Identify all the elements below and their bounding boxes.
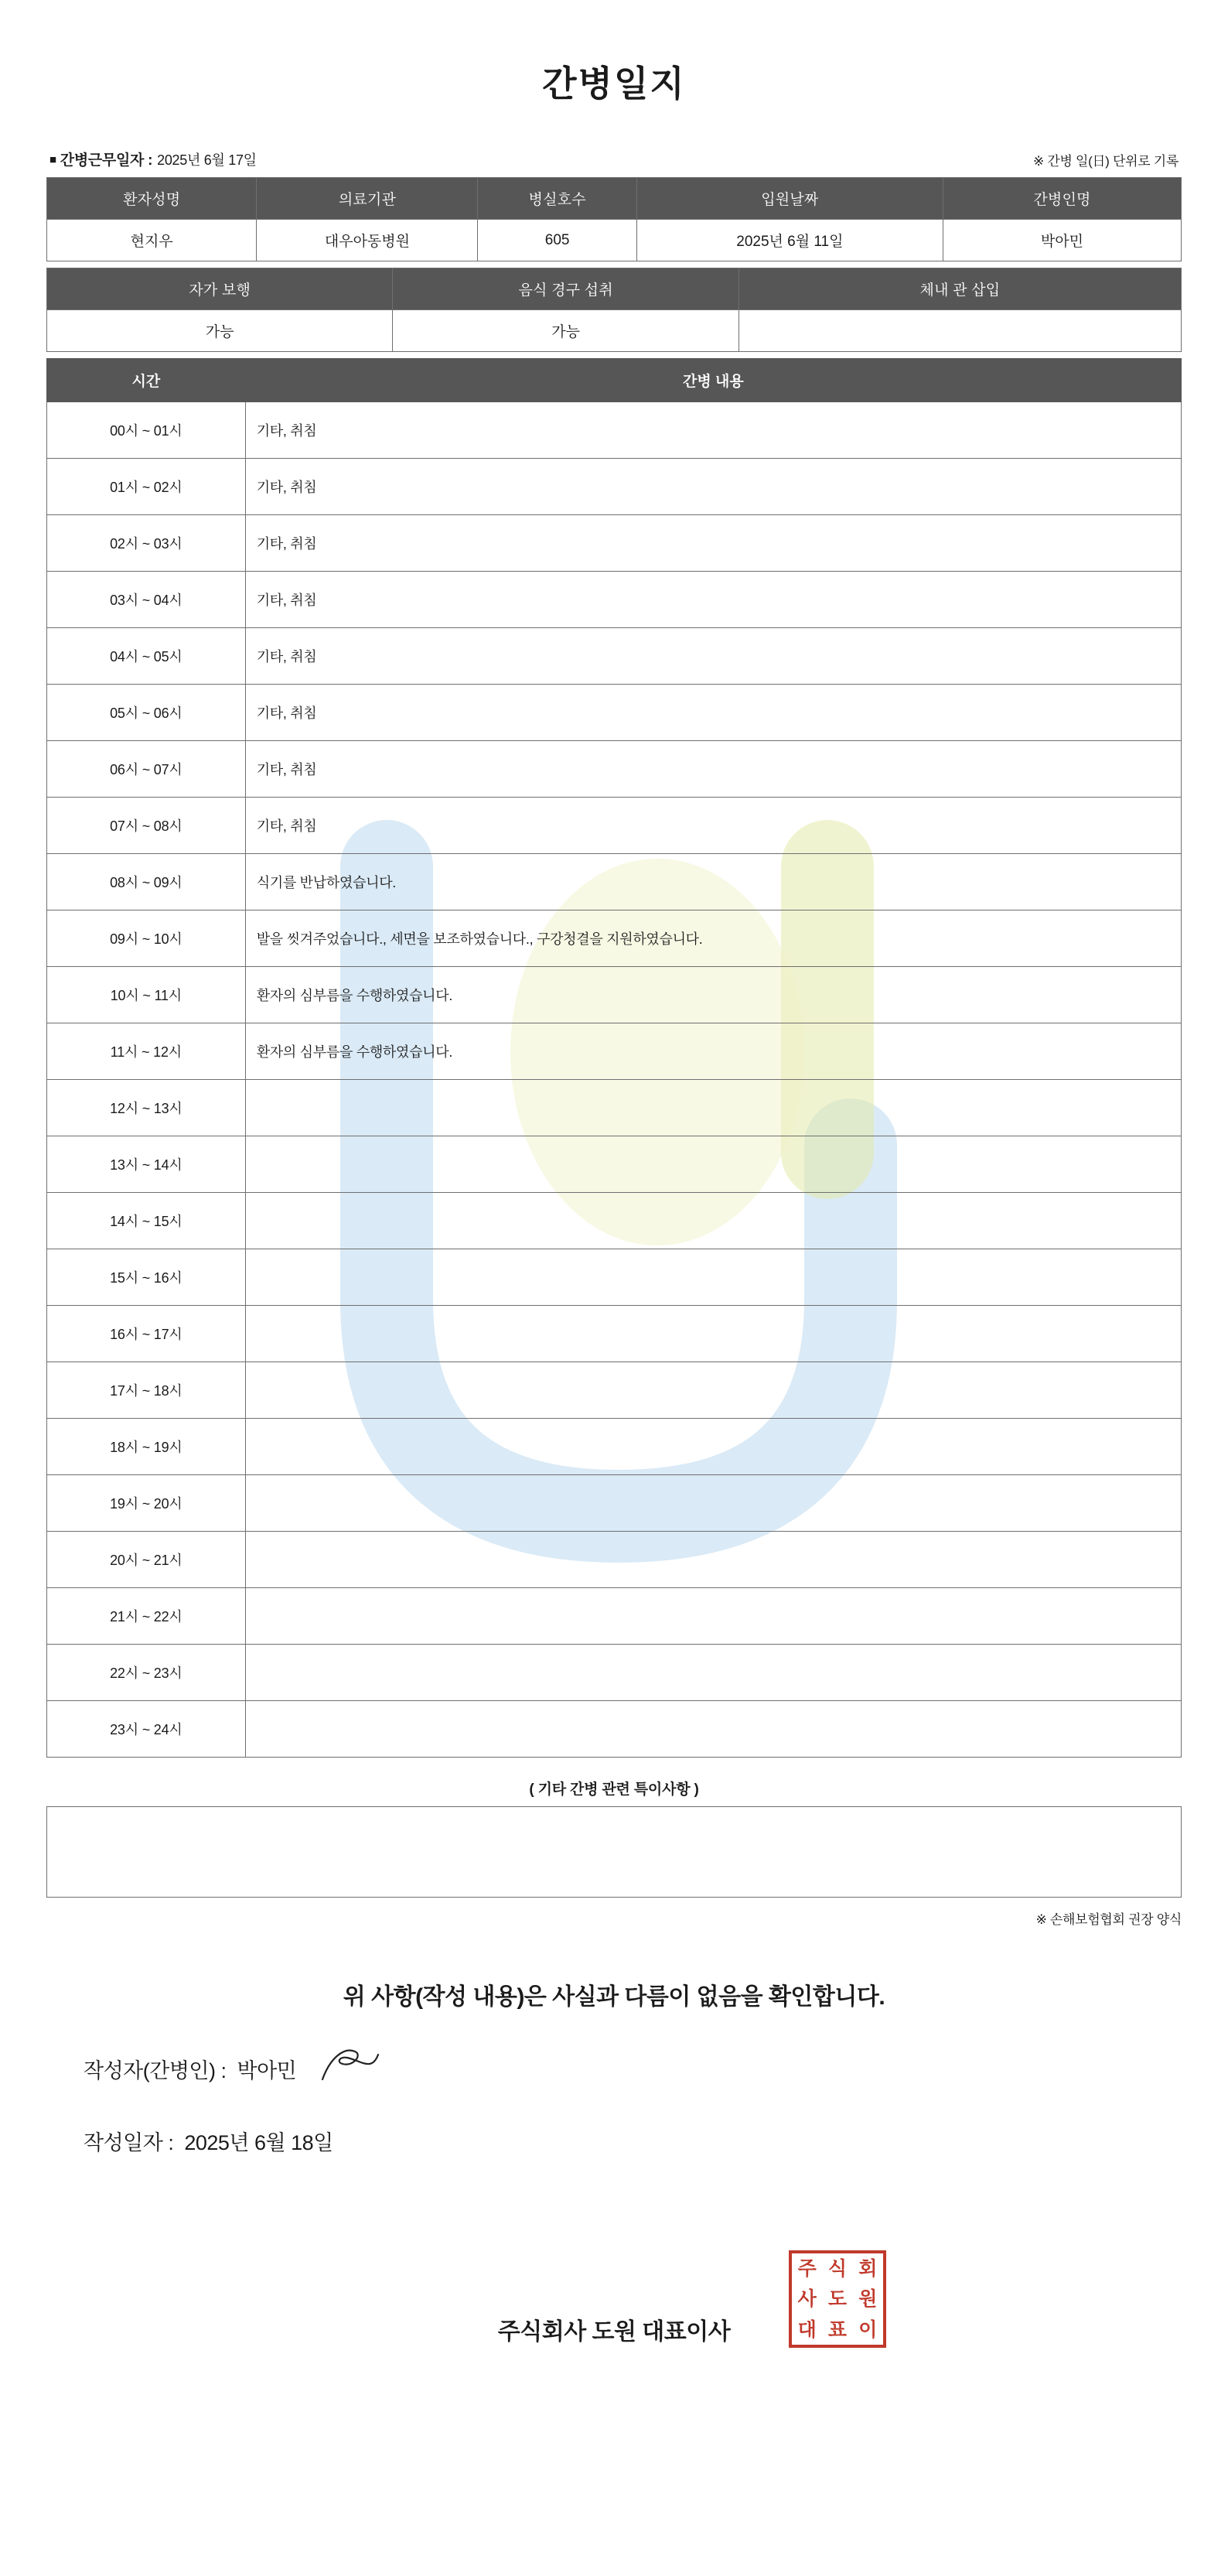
write-date-label: 작성일자 : — [84, 2131, 174, 2154]
table-row — [47, 628, 1182, 685]
cell-time: 02시 ~ 03시 — [47, 515, 246, 572]
col-header-room: 병실호수 — [478, 178, 636, 220]
table-row — [47, 359, 1182, 402]
cell-time: 04시 ~ 05시 — [47, 628, 246, 685]
cell-care-content: 환자의 심부름을 수행하였습니다. — [245, 1023, 1181, 1080]
cell-time: 11시 ~ 12시 — [47, 1023, 246, 1080]
table-row — [47, 1532, 1182, 1588]
table-row — [47, 1193, 1182, 1249]
stamp-char: 도 — [827, 2287, 848, 2311]
cell-care-content — [245, 1193, 1181, 1249]
table-row — [47, 402, 1182, 459]
cell-time: 18시 ~ 19시 — [47, 1419, 246, 1475]
work-date-value: 2025년 6월 17일 — [157, 152, 257, 168]
company-row — [46, 2212, 1182, 2359]
table-row — [47, 1701, 1182, 1758]
cell-care-content: 식기를 반납하였습니다. — [245, 854, 1181, 910]
cell-care-content — [245, 1588, 1181, 1645]
cell-care-content: 기타, 취침 — [245, 459, 1181, 515]
cell-time: 07시 ~ 08시 — [47, 798, 246, 854]
cell-care-content — [245, 1306, 1181, 1362]
stamp-char: 주 — [797, 2257, 817, 2280]
cell-tube-insertion — [739, 310, 1181, 352]
stamp-char: 원 — [858, 2287, 878, 2311]
cell-care-content: 기타, 취침 — [245, 628, 1181, 685]
table-row — [47, 220, 1182, 261]
table-row — [47, 1136, 1182, 1193]
cell-care-content — [245, 1532, 1181, 1588]
notes-box — [46, 1806, 1182, 1898]
table-row — [47, 685, 1182, 741]
cell-time: 23시 ~ 24시 — [47, 1701, 246, 1758]
table-row — [47, 854, 1182, 910]
cell-self-walking: 가능 — [47, 310, 393, 352]
table-row — [47, 1588, 1182, 1645]
col-header-oral-intake: 음식 경구 섭취 — [393, 268, 739, 310]
stamp-char: 회 — [858, 2257, 878, 2280]
table-row — [47, 1306, 1182, 1362]
cell-hospital: 대우아동병원 — [257, 220, 478, 261]
page-title: 간병일지 — [542, 63, 686, 104]
cell-time: 15시 ~ 16시 — [47, 1249, 246, 1306]
cell-care-content: 기타, 취침 — [245, 572, 1181, 628]
patient-table — [46, 177, 1182, 261]
cell-care-content — [245, 1645, 1181, 1701]
cell-time: 08시 ~ 09시 — [47, 854, 246, 910]
cell-time: 20시 ~ 21시 — [47, 1532, 246, 1588]
stamp-char: 표 — [827, 2318, 848, 2341]
work-date — [49, 149, 257, 169]
table-row — [47, 1023, 1182, 1080]
table-spacer — [46, 261, 1182, 268]
cell-time: 05시 ~ 06시 — [47, 685, 246, 741]
col-header-tube-insertion: 체내 관 삽입 — [739, 268, 1181, 310]
cell-patient-name: 현지우 — [47, 220, 257, 261]
col-header-caregiver-name: 간병인명 — [943, 178, 1181, 220]
stamp-char: 사 — [797, 2287, 817, 2311]
meta-row — [46, 149, 1182, 169]
form-source-note: ※ 손해보험협회 권장 양식 — [1035, 1912, 1182, 1927]
confirmation-statement: 위 사항(작성 내용)은 사실과 다름이 없음을 확인합니다. — [343, 1984, 885, 2010]
table-row — [47, 459, 1182, 515]
notes-label: ( 기타 간병 관련 특이사항 ) — [529, 1782, 699, 1798]
cell-care-content — [245, 1080, 1181, 1136]
table-row — [47, 310, 1182, 352]
table-row — [47, 1362, 1182, 1419]
table-row — [47, 1419, 1182, 1475]
table-row — [47, 910, 1182, 967]
work-date-label: 간병근무일자 : — [60, 152, 153, 169]
cell-care-content: 기타, 취침 — [245, 402, 1181, 459]
author-line — [84, 2047, 1182, 2090]
company-name: 주식회사 도원 대표이사 — [497, 2319, 731, 2345]
table-row — [47, 572, 1182, 628]
write-date-line — [84, 2126, 1182, 2156]
cell-care-content — [245, 1419, 1181, 1475]
unit-note: ※ 간병 일(日) 단위로 기록 — [1032, 154, 1179, 169]
cell-time: 00시 ~ 01시 — [47, 402, 246, 459]
cell-time: 17시 ~ 18시 — [47, 1362, 246, 1419]
bullet-square-icon: ■ — [49, 153, 56, 166]
cell-time: 16시 ~ 17시 — [47, 1306, 246, 1362]
ability-table — [46, 268, 1182, 352]
cell-care-content — [245, 1136, 1181, 1193]
cell-time: 09시 ~ 10시 — [47, 910, 246, 967]
cell-care-content: 기타, 취침 — [245, 741, 1181, 798]
signature-icon — [316, 2044, 387, 2087]
cell-care-content: 기타, 취침 — [245, 515, 1181, 572]
cell-room: 605 — [478, 220, 636, 261]
cell-time: 14시 ~ 15시 — [47, 1193, 246, 1249]
cell-care-content: 발을 씻겨주었습니다., 세면을 보조하였습니다., 구강청결을 지원하였습니다. — [245, 910, 1181, 967]
cell-time: 22시 ~ 23시 — [47, 1645, 246, 1701]
col-header-hospital: 의료기관 — [257, 178, 478, 220]
cell-care-content — [245, 1249, 1181, 1306]
col-header-self-walking: 자가 보행 — [47, 268, 393, 310]
cell-care-content: 환자의 심부름을 수행하였습니다. — [245, 967, 1181, 1023]
table-row — [47, 1645, 1182, 1701]
stamp-char: 대 — [797, 2318, 817, 2341]
col-header-admission-date: 입원날짜 — [636, 178, 943, 220]
author-value: 박아민 — [237, 2058, 297, 2082]
col-header-care-content: 간병 내용 — [245, 359, 1181, 402]
cell-care-content — [245, 1362, 1181, 1419]
cell-time: 13시 ~ 14시 — [47, 1136, 246, 1193]
cell-care-content — [245, 1475, 1181, 1532]
table-row — [47, 1249, 1182, 1306]
col-header-patient-name: 환자성명 — [47, 178, 257, 220]
cell-time: 10시 ~ 11시 — [47, 967, 246, 1023]
table-row — [47, 967, 1182, 1023]
cell-time: 01시 ~ 02시 — [47, 459, 246, 515]
company-seal-stamp — [789, 2250, 886, 2348]
write-date-value: 2025년 6월 18일 — [184, 2131, 333, 2154]
cell-time: 12시 ~ 13시 — [47, 1080, 246, 1136]
hourly-care-table — [46, 358, 1182, 1758]
stamp-char: 식 — [827, 2257, 848, 2280]
table-row — [47, 741, 1182, 798]
cell-care-content: 기타, 취침 — [245, 798, 1181, 854]
author-label: 작성자(간병인) : — [84, 2058, 227, 2082]
cell-time: 19시 ~ 20시 — [47, 1475, 246, 1532]
cell-caregiver-name: 박아민 — [943, 220, 1181, 261]
table-row — [47, 1080, 1182, 1136]
table-row — [47, 515, 1182, 572]
table-row — [47, 798, 1182, 854]
table-row — [47, 268, 1182, 310]
cell-time: 21시 ~ 22시 — [47, 1588, 246, 1645]
cell-time: 06시 ~ 07시 — [47, 741, 246, 798]
cell-time: 03시 ~ 04시 — [47, 572, 246, 628]
stamp-char: 이 — [858, 2318, 878, 2341]
cell-admission-date: 2025년 6월 11일 — [636, 220, 943, 261]
cell-oral-intake: 가능 — [393, 310, 739, 352]
cell-care-content — [245, 1701, 1181, 1758]
cell-care-content: 기타, 취침 — [245, 685, 1181, 741]
table-row — [47, 178, 1182, 220]
col-header-time: 시간 — [47, 359, 246, 402]
table-row — [47, 1475, 1182, 1532]
